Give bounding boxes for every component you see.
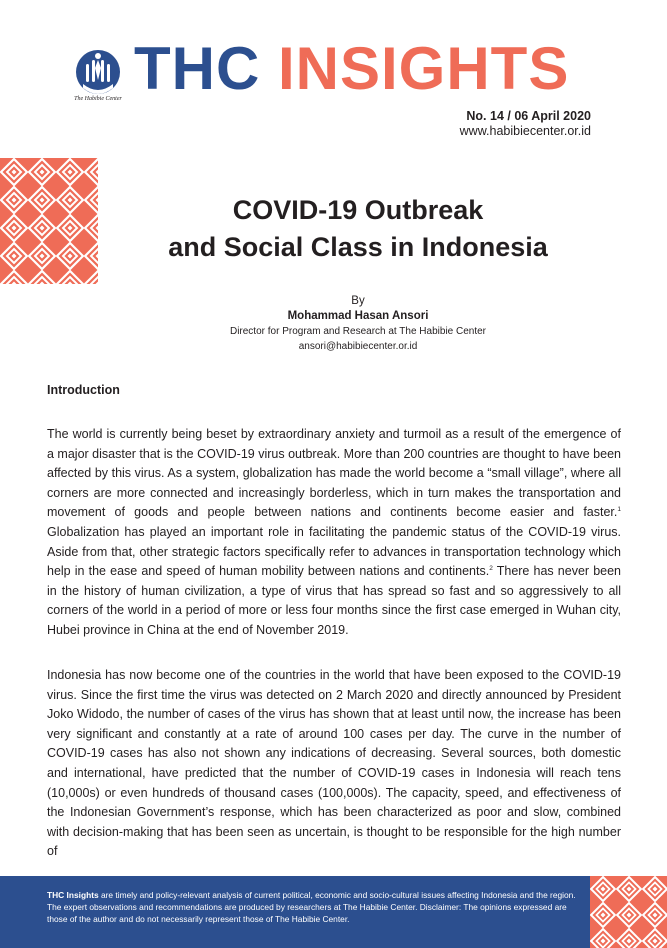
page-header bbox=[0, 0, 667, 150]
website-url[interactable]: www.habibiecenter.or.id bbox=[459, 124, 591, 138]
document-title bbox=[100, 192, 616, 266]
title-line-1: COVID-19 Outbreak bbox=[232, 195, 484, 225]
author-role: Director for Program and Research at The Habibie Center bbox=[229, 326, 487, 337]
byline bbox=[100, 294, 616, 354]
footer-body: are timely and policy-relevant analysis of current political, economic and socio-cultural issues affecting Indonesia and the region. The expert observations and recommendations are produced by researchers at The Habibie Center. Disclaimer: The opinions expressed are those of the author and do not necessarily represent those of The Habibie Center. bbox=[47, 890, 576, 925]
author-email[interactable]: ansori@habibiecenter.or.id bbox=[298, 341, 418, 352]
brand-insights: INSIGHTS bbox=[277, 35, 570, 102]
author-name: Mohammad Hasan Ansori bbox=[287, 310, 429, 322]
footnote-ref[interactable]: 1 bbox=[617, 506, 621, 514]
decorative-diamond-pattern-icon bbox=[590, 876, 667, 948]
decorative-diamond-pattern-icon bbox=[0, 158, 98, 284]
section-heading: Introduction bbox=[47, 383, 120, 397]
paragraph-text: There has never been in the history of human civilization, a type of virus that has spread so fast and so aggressively to all corners of the world in a period of more or less four months since the first case emerged in Wuhan city, Hubei province in China at the end of November 2019. bbox=[47, 564, 621, 637]
footer-lead: THC Insights bbox=[47, 890, 99, 900]
brand-thc: THC bbox=[134, 35, 261, 102]
paragraph-text: Globalization has played an important role in facilitating the pandemic status of the COVID-19 virus. Aside from that, other strategic factors specifically refer to advances in transportation technology which help in the ease and speed of human mobility between nations and continents. bbox=[47, 524, 621, 579]
footnote-ref[interactable]: 2 bbox=[489, 565, 493, 572]
paragraph-text: The world is currently being beset by extraordinary anxiety and turmoil as a result of the emergence of a major disaster that is the COVID-19 virus outbreak. More than 200 countries are thought to have been affected by this virus. As a system, globalization has made the world become a “small village”, where all corners are more connected and increasingly borderless, which in turn makes the transportation and movement of goods and people between nations and continents become easier and faster. bbox=[47, 427, 621, 520]
brand-wordmark bbox=[134, 35, 570, 102]
footer-disclaimer bbox=[47, 889, 587, 926]
body-paragraph: Indonesia has now become one of the countries in the world that have been exposed to the COVID-19 virus. Since the first time the virus was detected on 2 March 2020 and directly announced by President Joko Widodo, the number of cases of the virus has shown that at least until now, the increase has been very significant and constantly at a rate of around 100 cases per day. The curve in the number of COVID-19 cases has also not shown any indications of decreasing. Several sources, both domestic and international, have predicted that the number of COVID-19 cases in Indonesia will reach tens (10,000s) or even hundreds of thousand cases (100,000s). The capacity, speed, and effectiveness of the Indonesian Government’s response, which has been characterized as poor and slow, combined with decision-making that has been seen as uncertain, is thought to be responsible for the high number of bbox=[47, 668, 621, 859]
logo-caption: The Habibie Center bbox=[74, 96, 122, 102]
body-paragraph bbox=[47, 425, 621, 641]
byline-by: By bbox=[351, 295, 365, 307]
title-line-2: and Social Class in Indonesia bbox=[168, 232, 548, 262]
issue-number: No. 14 / 06 April 2020 bbox=[466, 109, 591, 123]
